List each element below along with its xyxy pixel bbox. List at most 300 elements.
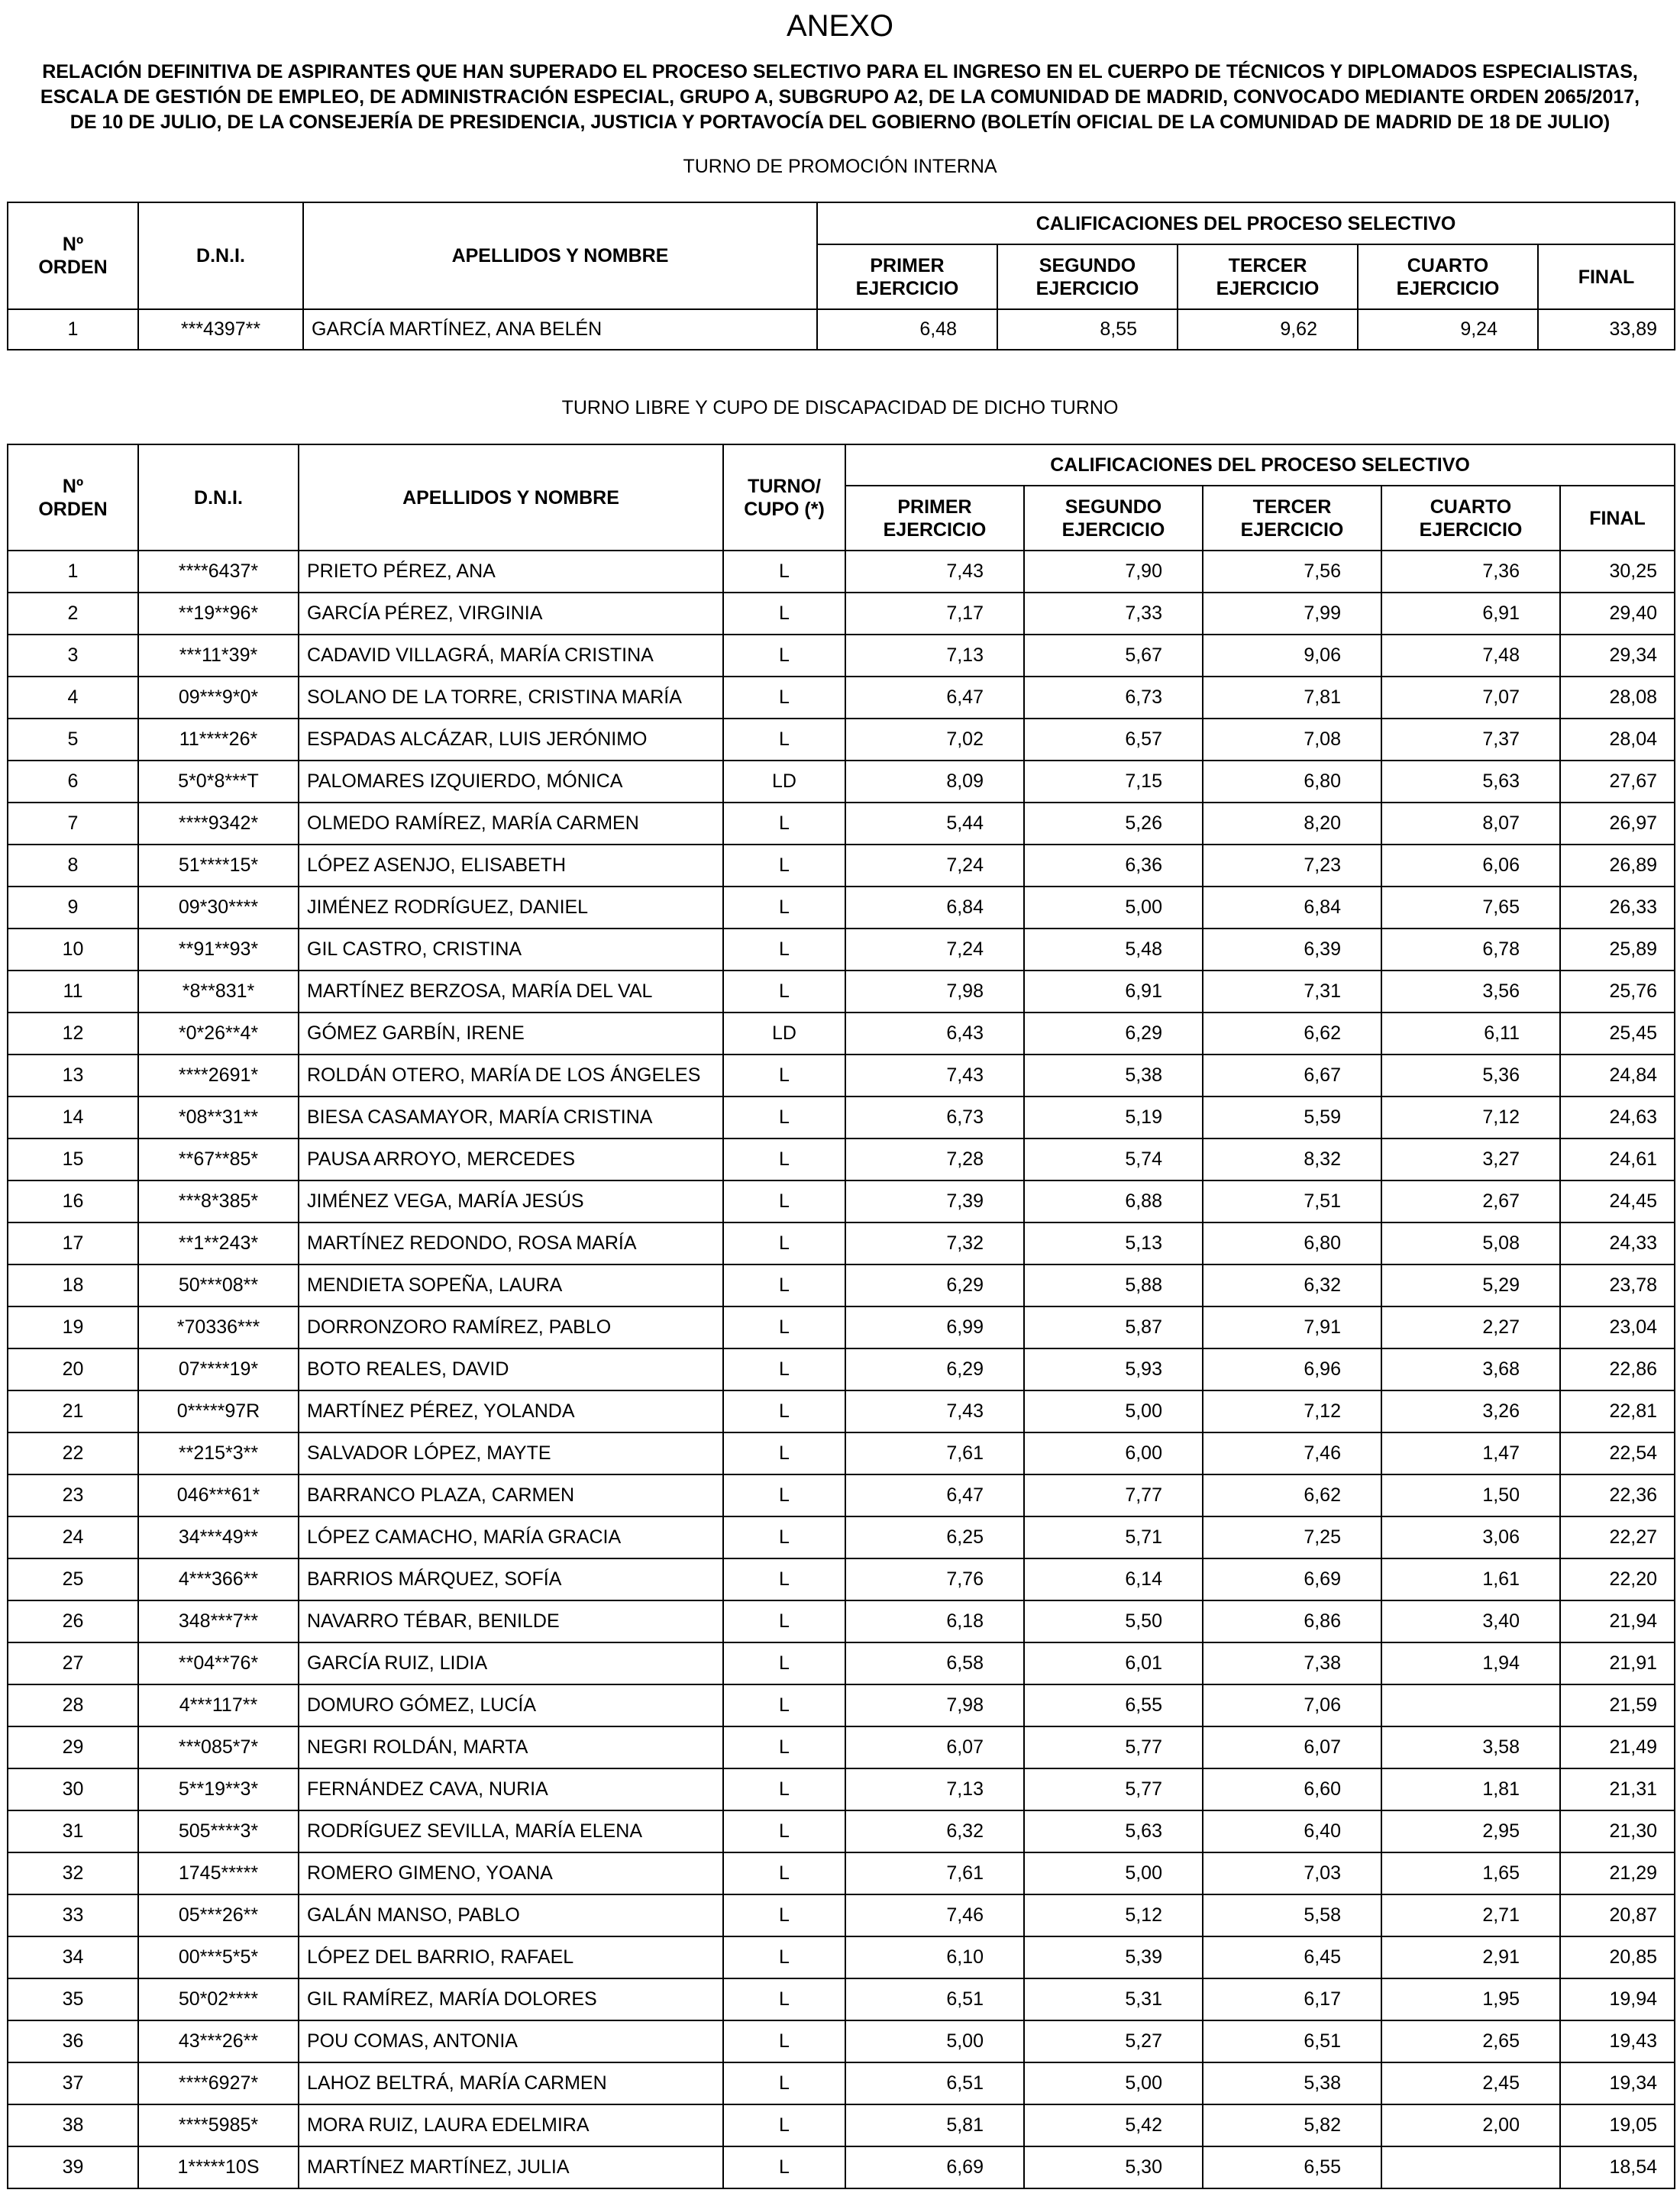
cell-orden: 39 xyxy=(8,2146,138,2188)
cell-orden: 12 xyxy=(8,1013,138,1055)
cell-turno: L xyxy=(723,1306,845,1348)
cell-tercer: 7,46 xyxy=(1203,1432,1381,1474)
cell-tercer: 5,59 xyxy=(1203,1096,1381,1138)
cell-final: 22,54 xyxy=(1560,1432,1675,1474)
cell-turno: LD xyxy=(723,1013,845,1055)
cell-final: 26,97 xyxy=(1560,803,1675,845)
cell-tercer: 7,25 xyxy=(1203,1516,1381,1558)
header-cuarto: CUARTO EJERCICIO xyxy=(1381,486,1560,551)
cell-final: 23,04 xyxy=(1560,1306,1675,1348)
cell-final: 20,85 xyxy=(1560,1936,1675,1978)
cell-orden: 5 xyxy=(8,719,138,761)
cell-orden: 11 xyxy=(8,971,138,1013)
cell-primer: 7,61 xyxy=(845,1432,1024,1474)
cell-orden: 8 xyxy=(8,845,138,887)
cell-dni: 34***49** xyxy=(138,1516,299,1558)
cell-dni: ****9342* xyxy=(138,803,299,845)
cell-dni: 07****19* xyxy=(138,1348,299,1390)
cell-turno: L xyxy=(723,845,845,887)
table-row xyxy=(8,1978,1675,2020)
cell-final: 28,08 xyxy=(1560,677,1675,719)
cell-cuarto: 7,65 xyxy=(1381,887,1560,929)
table-row xyxy=(8,1138,1675,1180)
table-row xyxy=(8,1768,1675,1810)
cell-segundo: 5,71 xyxy=(1024,1516,1203,1558)
cell-cuarto: 7,48 xyxy=(1381,635,1560,677)
cell-dni: ****6927* xyxy=(138,2062,299,2104)
cell-segundo: 5,12 xyxy=(1024,1894,1203,1936)
cell-cuarto: 2,95 xyxy=(1381,1810,1560,1852)
table-row xyxy=(8,1684,1675,1726)
cell-tercer: 6,39 xyxy=(1203,929,1381,971)
cell-dni: ***8*385* xyxy=(138,1180,299,1222)
cell-orden: 32 xyxy=(8,1852,138,1894)
cell-dni: 50***08** xyxy=(138,1264,299,1306)
cell-primer: 5,44 xyxy=(845,803,1024,845)
cell-dni: **1**243* xyxy=(138,1222,299,1264)
cell-orden: 18 xyxy=(8,1264,138,1306)
cell-turno: L xyxy=(723,1516,845,1558)
cell-segundo: 5,39 xyxy=(1024,1936,1203,1978)
cell-turno: L xyxy=(723,2062,845,2104)
cell-nombre: DOMURO GÓMEZ, LUCÍA xyxy=(299,1684,723,1726)
cell-primer: 8,09 xyxy=(845,761,1024,803)
cell-nombre: JIMÉNEZ RODRÍGUEZ, DANIEL xyxy=(299,887,723,929)
header-cuarto: CUARTO EJERCICIO xyxy=(1358,244,1538,309)
cell-segundo: 5,13 xyxy=(1024,1222,1203,1264)
cell-dni: 05***26** xyxy=(138,1894,299,1936)
cell-cuarto: 1,50 xyxy=(1381,1474,1560,1516)
cell-orden: 10 xyxy=(8,929,138,971)
cell-primer: 6,99 xyxy=(845,1306,1024,1348)
cell-dni: 046***61* xyxy=(138,1474,299,1516)
cell-dni: *0*26**4* xyxy=(138,1013,299,1055)
cell-orden: 31 xyxy=(8,1810,138,1852)
cell-primer: 6,10 xyxy=(845,1936,1024,1978)
table-row xyxy=(8,1306,1675,1348)
document-heading xyxy=(15,60,1665,135)
cell-dni: 00***5*5* xyxy=(138,1936,299,1978)
cell-cuarto: 3,58 xyxy=(1381,1726,1560,1768)
table-row xyxy=(8,1852,1675,1894)
header-dni: D.N.I. xyxy=(138,202,303,309)
cell-dni: **19**96* xyxy=(138,593,299,635)
cell-primer: 7,61 xyxy=(845,1852,1024,1894)
table-row xyxy=(8,1055,1675,1096)
cell-orden: 25 xyxy=(8,1558,138,1600)
cell-cuarto: 3,68 xyxy=(1381,1348,1560,1390)
cell-final: 22,36 xyxy=(1560,1474,1675,1516)
cell-tercer: 6,80 xyxy=(1203,761,1381,803)
promocion-subtitle: TURNO DE PROMOCIÓN INTERNA xyxy=(683,156,997,177)
cell-dni: *70336*** xyxy=(138,1306,299,1348)
cell-segundo: 5,19 xyxy=(1024,1096,1203,1138)
table-row xyxy=(8,1726,1675,1768)
cell-orden: 26 xyxy=(8,1600,138,1642)
cell-cuarto: 1,81 xyxy=(1381,1768,1560,1810)
cell-orden: 37 xyxy=(8,2062,138,2104)
cell-cuarto: 1,95 xyxy=(1381,1978,1560,2020)
table-row xyxy=(8,845,1675,887)
cell-primer: 6,48 xyxy=(817,309,997,350)
cell-turno: L xyxy=(723,1642,845,1684)
cell-orden: 23 xyxy=(8,1474,138,1516)
header-final: FINAL xyxy=(1560,486,1675,551)
header-dni: D.N.I. xyxy=(138,444,299,551)
cell-final: 25,45 xyxy=(1560,1013,1675,1055)
table-row xyxy=(8,1642,1675,1684)
page-title: ANEXO xyxy=(786,9,894,43)
cell-dni: **215*3** xyxy=(138,1432,299,1474)
cell-final: 21,30 xyxy=(1560,1810,1675,1852)
cell-orden: 30 xyxy=(8,1768,138,1810)
cell-orden: 27 xyxy=(8,1642,138,1684)
cell-tercer: 6,84 xyxy=(1203,887,1381,929)
cell-dni: ***4397** xyxy=(138,309,303,350)
cell-tercer: 6,17 xyxy=(1203,1978,1381,2020)
libre-subtitle: TURNO LIBRE Y CUPO DE DISCAPACIDAD DE DICHO TURNO xyxy=(561,397,1119,418)
cell-tercer: 7,12 xyxy=(1203,1390,1381,1432)
cell-segundo: 5,93 xyxy=(1024,1348,1203,1390)
cell-dni: **91**93* xyxy=(138,929,299,971)
cell-orden: 4 xyxy=(8,677,138,719)
cell-segundo: 6,88 xyxy=(1024,1180,1203,1222)
header-turno-cupo: TURNO/ CUPO (*) xyxy=(723,444,845,551)
cell-segundo: 6,91 xyxy=(1024,971,1203,1013)
cell-turno: L xyxy=(723,1978,845,2020)
cell-segundo: 5,77 xyxy=(1024,1768,1203,1810)
cell-tercer: 6,32 xyxy=(1203,1264,1381,1306)
table-row xyxy=(8,803,1675,845)
cell-primer: 7,98 xyxy=(845,971,1024,1013)
cell-cuarto: 1,65 xyxy=(1381,1852,1560,1894)
cell-turno: L xyxy=(723,1222,845,1264)
cell-nombre: FERNÁNDEZ CAVA, NURIA xyxy=(299,1768,723,1810)
cell-segundo: 5,74 xyxy=(1024,1138,1203,1180)
cell-cuarto: 3,26 xyxy=(1381,1390,1560,1432)
cell-tercer: 5,82 xyxy=(1203,2104,1381,2146)
cell-primer: 7,98 xyxy=(845,1684,1024,1726)
cell-cuarto: 7,37 xyxy=(1381,719,1560,761)
cell-final: 21,31 xyxy=(1560,1768,1675,1810)
cell-cuarto: 3,06 xyxy=(1381,1516,1560,1558)
cell-turno: L xyxy=(723,719,845,761)
cell-cuarto: 3,40 xyxy=(1381,1600,1560,1642)
cell-final: 22,27 xyxy=(1560,1516,1675,1558)
cell-segundo: 5,31 xyxy=(1024,1978,1203,2020)
cell-primer: 7,24 xyxy=(845,845,1024,887)
cell-nombre: CADAVID VILLAGRÁ, MARÍA CRISTINA xyxy=(299,635,723,677)
cell-orden: 16 xyxy=(8,1180,138,1222)
cell-nombre: GALÁN MANSO, PABLO xyxy=(299,1894,723,1936)
cell-primer: 7,24 xyxy=(845,929,1024,971)
cell-turno: L xyxy=(723,971,845,1013)
cell-segundo: 6,36 xyxy=(1024,845,1203,887)
header-tercer: TERCER EJERCICIO xyxy=(1203,486,1381,551)
libre-table-body xyxy=(8,551,1675,2188)
cell-nombre: SALVADOR LÓPEZ, MAYTE xyxy=(299,1432,723,1474)
cell-tercer: 7,91 xyxy=(1203,1306,1381,1348)
cell-tercer: 6,45 xyxy=(1203,1936,1381,1978)
cell-segundo: 5,67 xyxy=(1024,635,1203,677)
cell-tercer: 7,03 xyxy=(1203,1852,1381,1894)
cell-cuarto: 6,11 xyxy=(1381,1013,1560,1055)
cell-final: 24,45 xyxy=(1560,1180,1675,1222)
cell-final: 19,43 xyxy=(1560,2020,1675,2062)
cell-segundo: 5,27 xyxy=(1024,2020,1203,2062)
cell-turno: L xyxy=(723,1894,845,1936)
cell-final: 22,81 xyxy=(1560,1390,1675,1432)
table-row xyxy=(8,719,1675,761)
cell-orden: 21 xyxy=(8,1390,138,1432)
cell-orden: 29 xyxy=(8,1726,138,1768)
cell-cuarto: 2,71 xyxy=(1381,1894,1560,1936)
promocion-table-body xyxy=(8,309,1675,350)
cell-cuarto: 7,12 xyxy=(1381,1096,1560,1138)
cell-cuarto: 2,45 xyxy=(1381,2062,1560,2104)
table-row xyxy=(8,1810,1675,1852)
cell-orden: 28 xyxy=(8,1684,138,1726)
cell-primer: 6,07 xyxy=(845,1726,1024,1768)
cell-turno: L xyxy=(723,635,845,677)
cell-orden: 19 xyxy=(8,1306,138,1348)
cell-dni: 51****15* xyxy=(138,845,299,887)
cell-final: 26,89 xyxy=(1560,845,1675,887)
cell-dni: 43***26** xyxy=(138,2020,299,2062)
cell-primer: 5,81 xyxy=(845,2104,1024,2146)
cell-final: 24,84 xyxy=(1560,1055,1675,1096)
table-row xyxy=(8,1222,1675,1264)
cell-primer: 6,69 xyxy=(845,2146,1024,2188)
cell-nombre: ROLDÁN OTERO, MARÍA DE LOS ÁNGELES xyxy=(299,1055,723,1096)
cell-cuarto: 9,24 xyxy=(1358,309,1538,350)
heading-line: DE 10 DE JULIO, DE LA CONSEJERÍA DE PRESIDENCIA, JUSTICIA Y PORTAVOCÍA DEL GOBIERNO (BOLETÍN OFICIAL DE LA COMUNIDAD DE MADRID DE 18 DE JULIO) xyxy=(69,111,1611,133)
cell-tercer: 6,62 xyxy=(1203,1013,1381,1055)
table-row xyxy=(8,929,1675,971)
table-row xyxy=(8,1894,1675,1936)
table-row xyxy=(8,1264,1675,1306)
cell-dni: 0*****97R xyxy=(138,1390,299,1432)
cell-primer: 6,73 xyxy=(845,1096,1024,1138)
cell-orden: 1 xyxy=(8,551,138,593)
cell-nombre: GÓMEZ GARBÍN, IRENE xyxy=(299,1013,723,1055)
cell-nombre: OLMEDO RAMÍREZ, MARÍA CARMEN xyxy=(299,803,723,845)
cell-final: 21,49 xyxy=(1560,1726,1675,1768)
cell-dni: ****6437* xyxy=(138,551,299,593)
cell-turno: L xyxy=(723,2020,845,2062)
cell-tercer: 7,81 xyxy=(1203,677,1381,719)
cell-segundo: 5,00 xyxy=(1024,887,1203,929)
cell-primer: 6,47 xyxy=(845,677,1024,719)
turno-libre-table xyxy=(7,444,1675,2189)
cell-nombre: RODRÍGUEZ SEVILLA, MARÍA ELENA xyxy=(299,1810,723,1852)
cell-final: 24,33 xyxy=(1560,1222,1675,1264)
cell-turno: L xyxy=(723,803,845,845)
cell-turno: LD xyxy=(723,761,845,803)
cell-tercer: 8,32 xyxy=(1203,1138,1381,1180)
cell-tercer: 5,38 xyxy=(1203,2062,1381,2104)
cell-nombre: MARTÍNEZ MARTÍNEZ, JULIA xyxy=(299,2146,723,2188)
cell-cuarto: 5,29 xyxy=(1381,1264,1560,1306)
cell-dni: 11****26* xyxy=(138,719,299,761)
cell-dni: 5**19**3* xyxy=(138,1768,299,1810)
cell-segundo: 6,73 xyxy=(1024,677,1203,719)
table-row xyxy=(8,1936,1675,1978)
cell-final: 26,33 xyxy=(1560,887,1675,929)
cell-tercer: 6,51 xyxy=(1203,2020,1381,2062)
table-row xyxy=(8,1474,1675,1516)
cell-turno: L xyxy=(723,593,845,635)
cell-orden: 20 xyxy=(8,1348,138,1390)
cell-tercer: 9,62 xyxy=(1178,309,1358,350)
cell-segundo: 8,55 xyxy=(997,309,1178,350)
cell-dni: 4***366** xyxy=(138,1558,299,1600)
cell-segundo: 5,00 xyxy=(1024,2062,1203,2104)
cell-turno: L xyxy=(723,1264,845,1306)
cell-primer: 7,32 xyxy=(845,1222,1024,1264)
cell-dni: 1745***** xyxy=(138,1852,299,1894)
cell-turno: L xyxy=(723,2104,845,2146)
header-orden: Nº ORDEN xyxy=(8,444,138,551)
cell-segundo: 6,55 xyxy=(1024,1684,1203,1726)
cell-turno: L xyxy=(723,1432,845,1474)
cell-orden: 7 xyxy=(8,803,138,845)
table-row xyxy=(8,2104,1675,2146)
cell-cuarto: 7,07 xyxy=(1381,677,1560,719)
table-row xyxy=(8,1432,1675,1474)
cell-tercer: 6,80 xyxy=(1203,1222,1381,1264)
cell-tercer: 7,23 xyxy=(1203,845,1381,887)
cell-cuarto: 6,91 xyxy=(1381,593,1560,635)
cell-segundo: 7,77 xyxy=(1024,1474,1203,1516)
cell-nombre: NEGRI ROLDÁN, MARTA xyxy=(299,1726,723,1768)
heading-line: ESCALA DE GESTIÓN DE EMPLEO, DE ADMINISTRACIÓN ESPECIAL, GRUPO A, SUBGRUPO A2, DE LA COMUNIDAD DE MADRID, CONVOCADO MEDIANTE ORDEN 2065/2017, xyxy=(40,86,1640,108)
cell-primer: 6,47 xyxy=(845,1474,1024,1516)
cell-final: 25,76 xyxy=(1560,971,1675,1013)
cell-cuarto: 1,94 xyxy=(1381,1642,1560,1684)
cell-nombre: BARRIOS MÁRQUEZ, SOFÍA xyxy=(299,1558,723,1600)
cell-cuarto: 1,47 xyxy=(1381,1432,1560,1474)
cell-nombre: PAUSA ARROYO, MERCEDES xyxy=(299,1138,723,1180)
table-row xyxy=(8,309,1675,350)
table-row xyxy=(8,593,1675,635)
cell-turno: L xyxy=(723,1055,845,1096)
cell-turno: L xyxy=(723,1684,845,1726)
table-row xyxy=(8,1558,1675,1600)
cell-tercer: 6,96 xyxy=(1203,1348,1381,1390)
cell-cuarto: 3,27 xyxy=(1381,1138,1560,1180)
cell-turno: L xyxy=(723,677,845,719)
cell-turno: L xyxy=(723,1138,845,1180)
cell-tercer: 9,06 xyxy=(1203,635,1381,677)
cell-segundo: 6,29 xyxy=(1024,1013,1203,1055)
cell-primer: 7,43 xyxy=(845,1390,1024,1432)
cell-cuarto: 8,07 xyxy=(1381,803,1560,845)
cell-tercer: 6,55 xyxy=(1203,2146,1381,2188)
cell-tercer: 6,62 xyxy=(1203,1474,1381,1516)
cell-orden: 35 xyxy=(8,1978,138,2020)
cell-final: 19,05 xyxy=(1560,2104,1675,2146)
cell-turno: L xyxy=(723,887,845,929)
cell-primer: 7,46 xyxy=(845,1894,1024,1936)
cell-segundo: 6,14 xyxy=(1024,1558,1203,1600)
table-row xyxy=(8,635,1675,677)
cell-primer: 6,51 xyxy=(845,2062,1024,2104)
cell-cuarto: 2,27 xyxy=(1381,1306,1560,1348)
cell-segundo: 6,01 xyxy=(1024,1642,1203,1684)
table-row xyxy=(8,1348,1675,1390)
cell-cuarto: 5,63 xyxy=(1381,761,1560,803)
table-row xyxy=(8,2062,1675,2104)
cell-orden: 15 xyxy=(8,1138,138,1180)
cell-final: 20,87 xyxy=(1560,1894,1675,1936)
cell-final: 24,61 xyxy=(1560,1138,1675,1180)
cell-primer: 7,39 xyxy=(845,1180,1024,1222)
cell-tercer: 7,99 xyxy=(1203,593,1381,635)
cell-cuarto: 3,56 xyxy=(1381,971,1560,1013)
cell-tercer: 6,60 xyxy=(1203,1768,1381,1810)
cell-cuarto: 2,67 xyxy=(1381,1180,1560,1222)
cell-nombre: LÓPEZ CAMACHO, MARÍA GRACIA xyxy=(299,1516,723,1558)
table-row xyxy=(8,761,1675,803)
cell-orden: 36 xyxy=(8,2020,138,2062)
cell-final: 21,91 xyxy=(1560,1642,1675,1684)
cell-turno: L xyxy=(723,929,845,971)
cell-turno: L xyxy=(723,1600,845,1642)
cell-dni: **67**85* xyxy=(138,1138,299,1180)
cell-tercer: 8,20 xyxy=(1203,803,1381,845)
cell-cuarto: 5,08 xyxy=(1381,1222,1560,1264)
cell-primer: 6,51 xyxy=(845,1978,1024,2020)
cell-nombre: LAHOZ BELTRÁ, MARÍA CARMEN xyxy=(299,2062,723,2104)
cell-dni: *8**831* xyxy=(138,971,299,1013)
cell-orden: 24 xyxy=(8,1516,138,1558)
cell-tercer: 6,69 xyxy=(1203,1558,1381,1600)
cell-dni: **04**76* xyxy=(138,1642,299,1684)
cell-nombre: ROMERO GIMENO, YOANA xyxy=(299,1852,723,1894)
cell-final: 29,34 xyxy=(1560,635,1675,677)
cell-segundo: 5,63 xyxy=(1024,1810,1203,1852)
cell-segundo: 7,90 xyxy=(1024,551,1203,593)
cell-final: 30,25 xyxy=(1560,551,1675,593)
cell-tercer: 6,07 xyxy=(1203,1726,1381,1768)
cell-dni: ****2691* xyxy=(138,1055,299,1096)
cell-nombre: MENDIETA SOPEÑA, LAURA xyxy=(299,1264,723,1306)
cell-turno: L xyxy=(723,1936,845,1978)
heading-line: RELACIÓN DEFINITIVA DE ASPIRANTES QUE HAN SUPERADO EL PROCESO SELECTIVO PARA EL INGRESO EN EL CUERPO DE TÉCNICOS Y DIPLOMADOS ESPECIALISTAS, xyxy=(42,61,1638,82)
cell-tercer: 6,40 xyxy=(1203,1810,1381,1852)
cell-final: 23,78 xyxy=(1560,1264,1675,1306)
cell-final: 24,63 xyxy=(1560,1096,1675,1138)
cell-final: 18,54 xyxy=(1560,2146,1675,2188)
cell-orden: 22 xyxy=(8,1432,138,1474)
cell-nombre: GARCÍA RUIZ, LIDIA xyxy=(299,1642,723,1684)
cell-tercer: 7,31 xyxy=(1203,971,1381,1013)
cell-cuarto: 5,36 xyxy=(1381,1055,1560,1096)
cell-primer: 6,43 xyxy=(845,1013,1024,1055)
cell-tercer: 7,56 xyxy=(1203,551,1381,593)
cell-primer: 7,43 xyxy=(845,1055,1024,1096)
cell-primer: 5,00 xyxy=(845,2020,1024,2062)
cell-primer: 7,02 xyxy=(845,719,1024,761)
cell-segundo: 5,48 xyxy=(1024,929,1203,971)
cell-final: 22,20 xyxy=(1560,1558,1675,1600)
cell-turno: L xyxy=(723,1852,845,1894)
cell-final: 28,04 xyxy=(1560,719,1675,761)
cell-turno: L xyxy=(723,1474,845,1516)
cell-turno: L xyxy=(723,1810,845,1852)
cell-nombre: PRIETO PÉREZ, ANA xyxy=(299,551,723,593)
